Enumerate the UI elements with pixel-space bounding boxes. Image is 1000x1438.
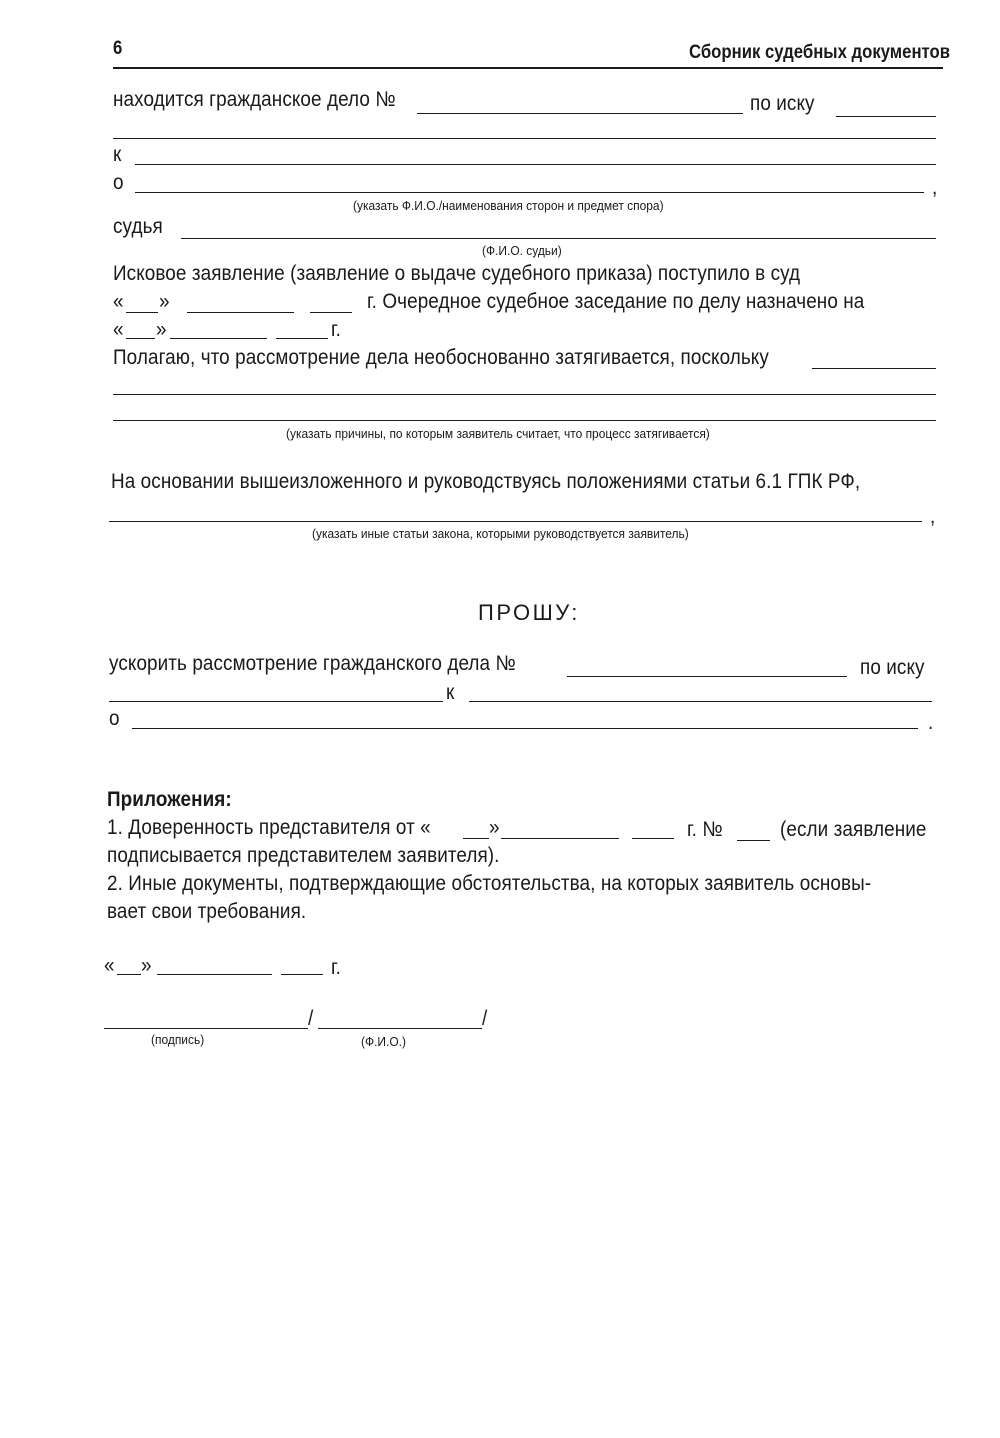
- hearing-year-blank: [276, 338, 328, 339]
- judge-caption: (Ф.И.О. судьи): [482, 243, 562, 258]
- judge-label: судья: [113, 215, 163, 238]
- hearing-day-blank: [126, 338, 155, 339]
- delay-reason-blank-2: [113, 394, 936, 395]
- request-claimant-blank: [109, 701, 443, 702]
- sign-date-open: «: [104, 954, 115, 977]
- attachment-2-line1: 2. Иные документы, подтверждающие обстоятельства, на которых заявитель основы-: [107, 872, 872, 895]
- request-line1-end: по иску: [860, 656, 925, 679]
- attachment-1-g-no: г. №: [687, 818, 723, 841]
- book-title: Сборник судебных документов: [689, 42, 951, 63]
- case-o-label: о: [113, 171, 124, 194]
- signature-slash-2: /: [482, 1007, 488, 1030]
- case-k-label: к: [113, 143, 122, 166]
- claimant-blank: [836, 116, 936, 117]
- header-rule: [113, 67, 943, 69]
- subject-comma: ,: [932, 176, 938, 199]
- attachment-1-day-blank: [463, 838, 489, 839]
- subject-line: [135, 192, 924, 193]
- hearing-month-blank: [170, 338, 267, 339]
- filing-month-blank: [187, 312, 294, 313]
- judge-line: [181, 238, 936, 239]
- attachment-1-start: 1. Доверенность представителя от «: [107, 816, 431, 839]
- delay-reason-blank-3: [113, 420, 936, 421]
- delay-caption: (указать причины, по которым заявитель считает, что процесс затягивается): [286, 426, 710, 441]
- case-line-end: по иску: [750, 92, 815, 115]
- attachment-1-month-blank: [501, 838, 619, 839]
- signature-slash-1: /: [308, 1007, 314, 1030]
- claimant-line: [113, 138, 936, 139]
- sign-day-blank: [117, 974, 141, 975]
- attachment-1-number-blank: [737, 840, 770, 841]
- attachment-1-year-blank: [632, 838, 674, 839]
- hearing-date-close: »: [156, 318, 167, 341]
- hearing-year-g: г.: [331, 318, 342, 341]
- filing-line2-text: г. Очередное судебное заседание по делу назначено на: [367, 290, 865, 313]
- basis-articles-blank: [109, 521, 922, 522]
- basis-caption: (указать иные статьи закона, которыми руководствуется заявитель): [312, 526, 689, 541]
- request-o-label: о: [109, 707, 120, 730]
- signature-blank: [104, 1028, 308, 1029]
- parties-caption: (указать Ф.И.О./наименования сторон и предмет спора): [353, 198, 664, 213]
- filing-date-close: »: [159, 290, 170, 313]
- filing-line1: Исковое заявление (заявление о выдаче судебного приказа) поступило в суд: [113, 262, 801, 285]
- hearing-date-open: «: [113, 318, 124, 341]
- request-k-label: к: [446, 681, 455, 704]
- basis-comma: ,: [930, 505, 936, 528]
- attachments-heading: Приложения:: [107, 788, 232, 811]
- sign-date-close: »: [141, 954, 152, 977]
- name-caption: (Ф.И.О.): [361, 1034, 406, 1049]
- filing-day-blank: [126, 312, 158, 313]
- request-defendant-blank: [469, 701, 932, 702]
- request-title: ПРОШУ:: [478, 600, 580, 625]
- sign-year-blank: [281, 974, 323, 975]
- filing-date-open: «: [113, 290, 124, 313]
- signature-caption: (подпись): [151, 1032, 205, 1047]
- attachment-1-close: »: [489, 816, 500, 839]
- sign-month-blank: [157, 974, 272, 975]
- delay-reason-blank-1: [812, 368, 936, 369]
- delay-line1: Полагаю, что рассмотрение дела необоснованно затягивается, поскольку: [113, 346, 769, 369]
- request-period: .: [928, 711, 934, 734]
- sign-year-g: г.: [331, 956, 342, 979]
- basis-line1: На основании вышеизложенного и руководствуясь положениями статьи 6.1 ГПК РФ,: [111, 470, 861, 493]
- attachment-2-line2: вает свои требования.: [107, 900, 307, 923]
- page-number: 6: [113, 38, 123, 59]
- request-line1-start: ускорить рассмотрение гражданского дела №: [109, 652, 516, 675]
- filing-year-blank: [310, 312, 352, 313]
- request-subject-blank: [132, 728, 918, 729]
- request-case-blank: [567, 676, 847, 677]
- name-blank: [318, 1028, 482, 1029]
- defendant-line: [135, 164, 936, 165]
- case-number-blank: [417, 113, 743, 114]
- attachment-1-line2: подписывается представителем заявителя).: [107, 844, 500, 867]
- attachment-1-end: (если заявление: [780, 818, 927, 841]
- case-line-start: находится гражданское дело №: [113, 88, 396, 111]
